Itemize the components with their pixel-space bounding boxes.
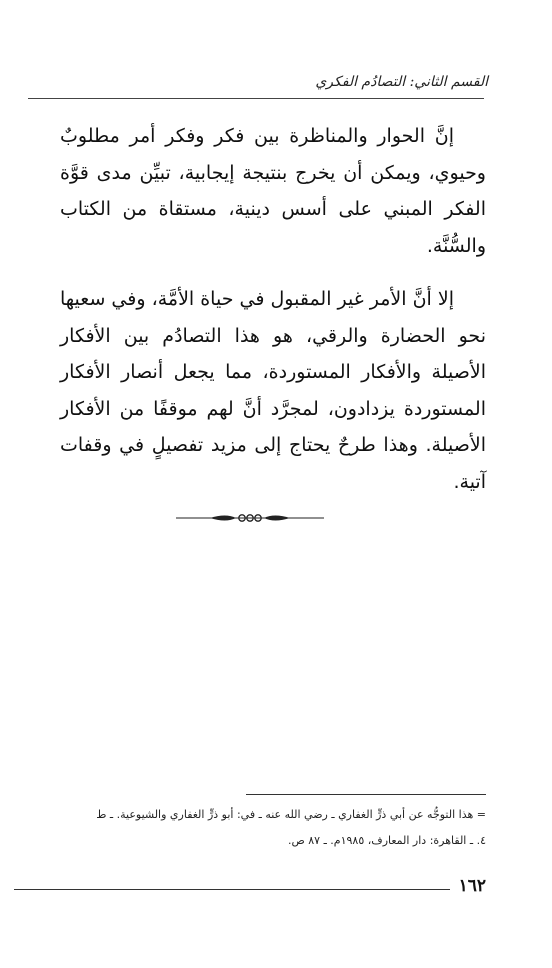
main-text [60, 118, 486, 500]
header-rule [28, 98, 484, 99]
footnote-line-1: = هذا التوجُّه عن أبي ذرٍّ الغفاري ـ رضي الله عنه ـ في: أبو ذرٍّ الغفاري والشيوعية. ـ ط [96, 808, 486, 821]
section-divider-ornament [176, 510, 324, 526]
footnote-line-2: ٤. ـ القاهرة: دار المعارف، ١٩٨٥م. ـ ٨٧ ص. [287, 834, 486, 847]
page-number: ١٦٢ [458, 876, 486, 896]
footer-rule [14, 889, 450, 890]
footnote [22, 802, 486, 854]
footnote-rule [246, 794, 486, 795]
running-head: القسم الثاني: التصادُم الفكري [315, 74, 488, 90]
paragraph-2: إلا أنَّ الأمر غير المقبول في حياة الأمَّة، وفي سعيها نحو الحضارة والرقي، هو هذا التصادُم بين الأفكار الأصيلة والأفكار المستوردة، مما يجعل أنصار الأفكار المستوردة يزدادون، لمجرَّد أنَّ لهم موقفًا من الأفكار الأصيلة. وهذا طرحٌ يحتاج إلى مزيد تفصيلٍ في وقفات آتية. [60, 288, 486, 493]
paragraph-1: إنَّ الحوار والمناظرة بين فكر وفكر أمر مطلوبٌ وحيوي، ويمكن أن يخرج بنتيجة إيجابية، تبيِّن مدى قوَّة الفكر المبني على أسس دينية، مستقاة من الكتاب والسُّنَّة. [60, 125, 486, 257]
